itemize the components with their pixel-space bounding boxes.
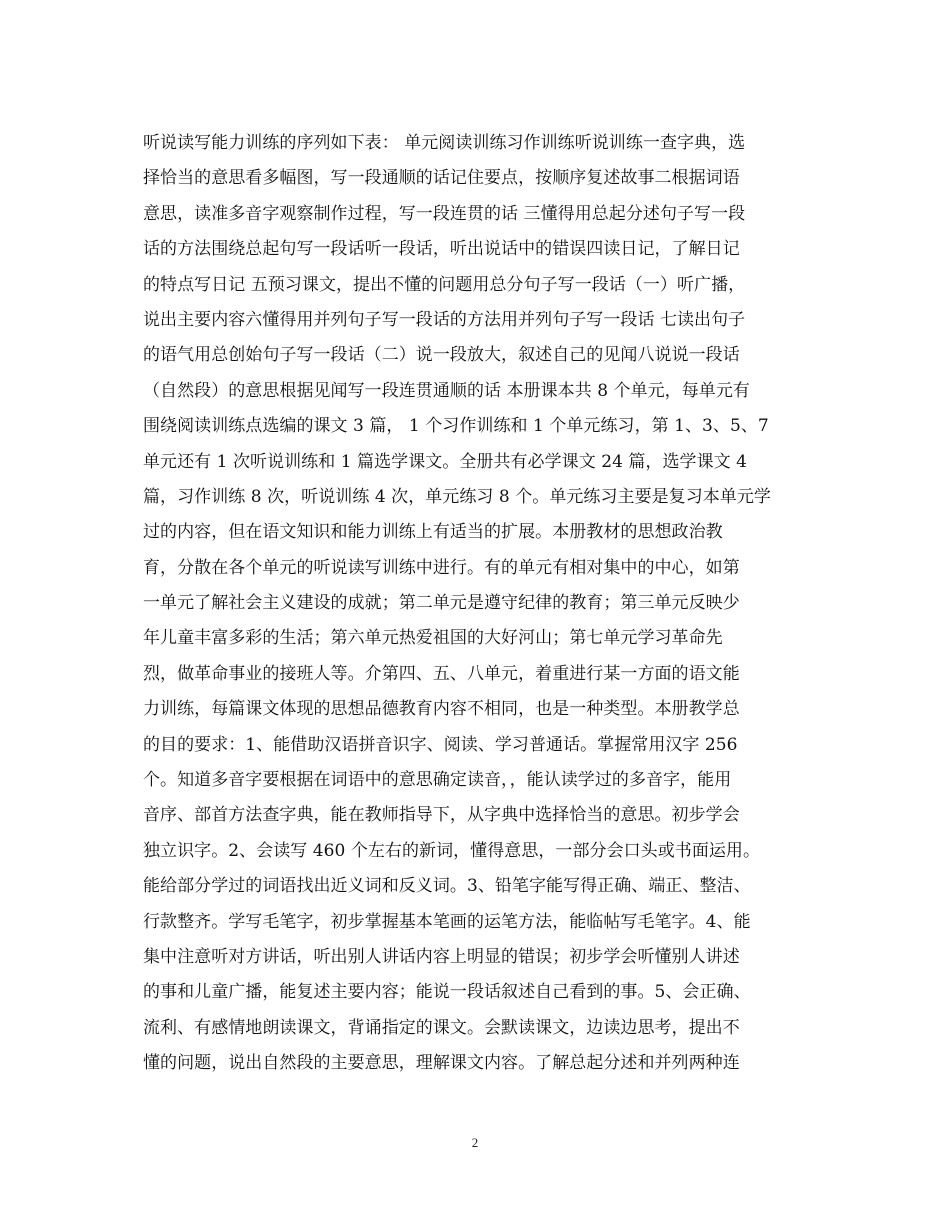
text-line: 能给部分学过的词语找出近义词和反义词。3、铅笔字能写得正确、端正、整洁、 — [143, 876, 751, 897]
text-line: 围绕阅读训练点选编的课文 3 篇， 1 个习作训练和 1 个单元练习，第 1、3、5、7 — [143, 416, 769, 437]
text-line: 烈，做革命事业的接班人等。介第四、五、八单元，着重进行某一方面的语文能 — [143, 663, 740, 684]
text-line: 单元还有 1 次听说训练和 1 篇选学课文。全册共有必学课文 24 篇，选学课文 4 — [143, 451, 748, 472]
text-line: 育，分散在各个单元的听说读写训练中进行。有的单元有相对集中的中心，如第 — [143, 557, 740, 578]
text-line: （自然段）的意思根据见闻写一段连贯通顺的话 本册课本共 8 个单元，每单元有 — [143, 380, 750, 401]
text-line: 一单元了解社会主义建设的成就；第二单元是遵守纪律的教育；第三单元反映少 — [143, 593, 740, 614]
page-number: 2 — [471, 1135, 479, 1150]
text-line: 篇，习作训练 8 次，听说训练 4 次，单元练习 8 个。单元练习主要是复习本单元学 — [143, 486, 771, 507]
text-line: 行款整齐。学写毛笔字，初步掌握基本笔画的运笔方法，能临帖写毛笔字。4、能 — [143, 911, 751, 932]
text-line: 听说读写能力训练的序列如下表： 单元阅读训练习作训练听说训练一查字典，选 — [143, 133, 746, 153]
text-line: 懂的问题，说出自然段的主要意思，理解课文内容。了解总起分述和并列两种连 — [143, 1053, 740, 1074]
text-line: 的事和儿童广播，能复述主要内容；能说一段话叙述自己看到的事。5、会正确、 — [143, 982, 751, 1003]
text-line: 说出主要内容六懂得用并列句子写一段话的方法用并列句子写一段话 七读出句子 — [143, 309, 746, 330]
text-line: 择恰当的意思看多幅图，写一段通顺的话记住要点，按顺序复述故事二根据词语 — [143, 168, 740, 189]
text-line: 流利、有感情地朗读课文，背诵指定的课文。会默读课文，边读边思考，提出不 — [143, 1017, 740, 1038]
text-line: 力训练，每篇课文体现的思想品德教育内容不相同，也是一种类型。本册教学总 — [143, 699, 740, 720]
text-line: 过的内容，但在语文知识和能力训练上有适当的扩展。本册教材的思想政治教 — [143, 522, 723, 543]
text-line: 话的方法围绕总起句写一段话听一段话，听出说话中的错误四读日记，了解日记 — [143, 239, 740, 260]
text-line: 意思，读准多音字观察制作过程，写一段连贯的话 三懂得用总起分述句子写一段 — [143, 203, 746, 224]
text-line: 集中注意听对方讲话，听出别人讲话内容上明显的错误；初步学会听懂别人讲述 — [143, 946, 740, 967]
text-line: 年儿童丰富多彩的生活；第六单元热爱祖国的大好河山；第七单元学习革命先 — [143, 628, 723, 649]
text-line: 独立识字。2、会读写 460 个左右的新词，懂得意思，一部分会口头或书面运用。 — [143, 840, 761, 861]
text-line: 的语气用总创始句子写一段话（二）说一段放大，叙述自己的见闻八说说一段话 — [143, 345, 740, 366]
text-line: 的特点写日记 五预习课文，提出不懂的问题用总分句子写一段话（一）听广播， — [143, 274, 746, 295]
text-line: 的目的要求：1、能借助汉语拼音识字、阅读、学习普通话。掌握常用汉字 256 — [143, 734, 738, 755]
body-text — [143, 126, 771, 1082]
text-line: 音序、部首方法查字典，能在教师指导下，从字典中选择恰当的意思。初步学会 — [143, 805, 740, 826]
text-line: 个。知道多音字要根据在词语中的意思确定读音，，能认读学过的多音字，能用 — [143, 770, 732, 791]
